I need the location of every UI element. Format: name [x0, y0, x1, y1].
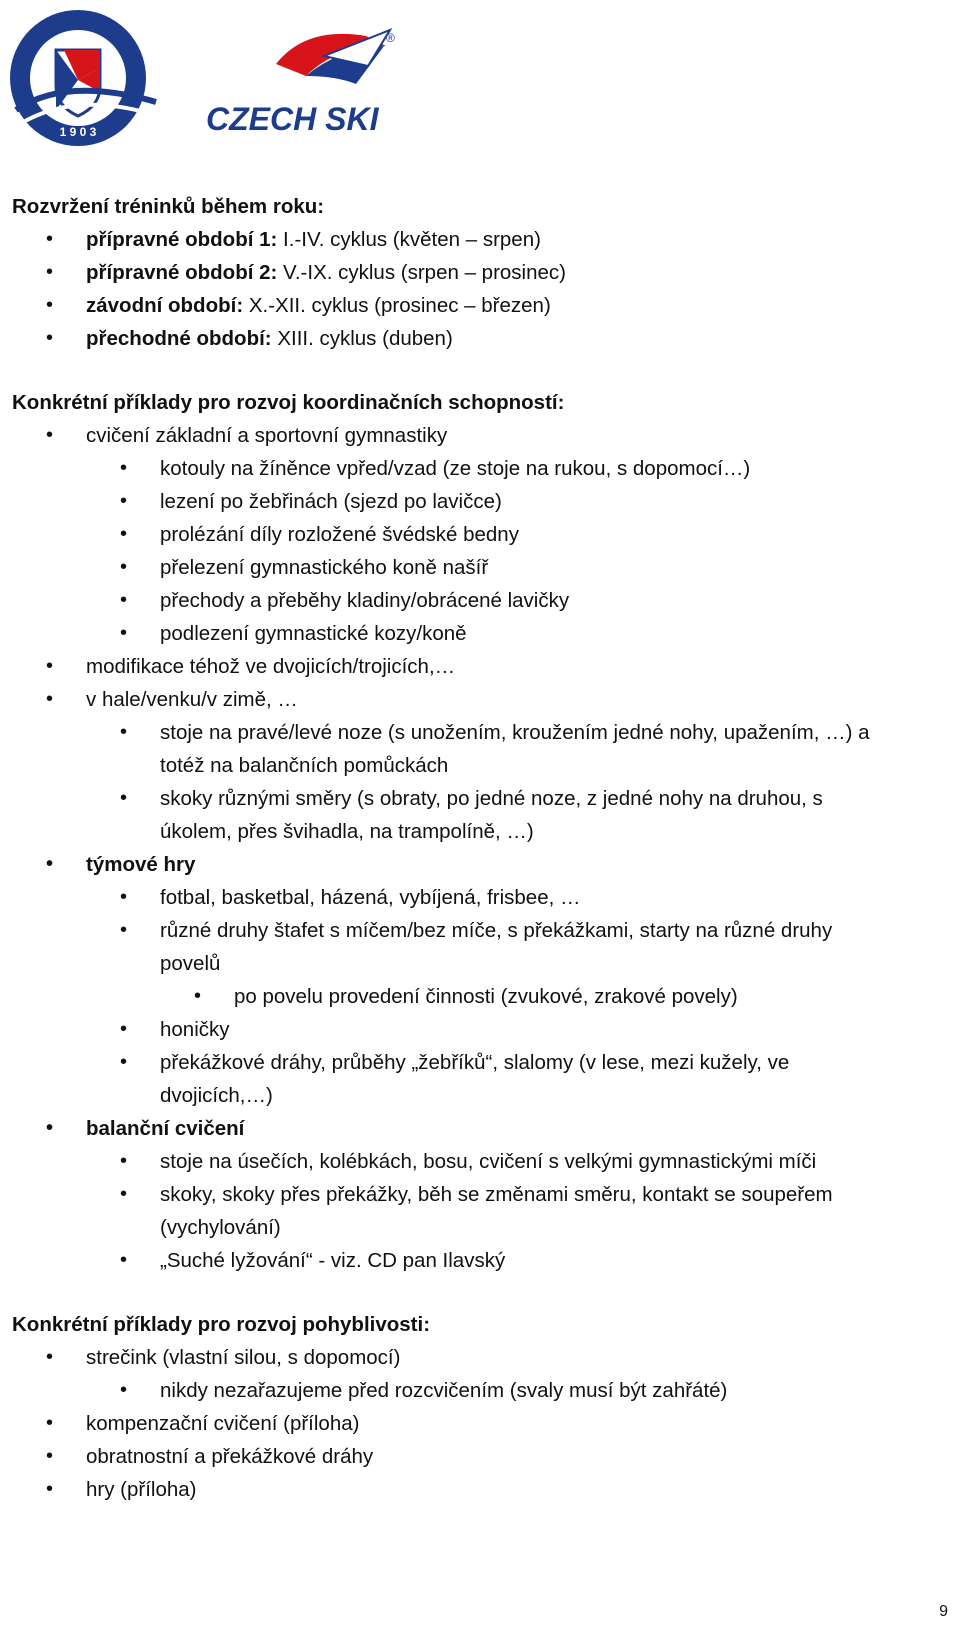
list-item: • přechodné období: XIII. cyklus (duben): [12, 322, 952, 355]
list-item: • nikdy nezařazujeme před rozcvičením (svaly musí být zahřáté): [12, 1374, 952, 1407]
coordination-list: [12, 419, 952, 1277]
training-periods-list: [12, 223, 952, 355]
page-number: 9: [939, 1603, 948, 1620]
list-item: • různé druhy štafet s míčem/bez míče, s překážkami, starty na různé druhy povelů: [12, 914, 952, 980]
list-item: • strečink (vlastní silou, s dopomocí): [12, 1341, 952, 1374]
list-item: • kompenzační cvičení (příloha): [12, 1407, 952, 1440]
list-item-modification: • modifikace téhož ve dvojicích/trojicích,…: [12, 650, 952, 683]
list-item: • prolézání díly rozložené švédské bedny: [12, 518, 952, 551]
list-item: • přechody a přeběhy kladiny/obrácené lavičky: [12, 584, 952, 617]
svg-text:®: ®: [386, 31, 395, 45]
list-item: • přípravné období 1: I.-IV. cyklus (květen – srpen): [12, 223, 952, 256]
list-item: • honičky: [12, 1013, 952, 1046]
list-item: • obratnostní a překážkové dráhy: [12, 1440, 952, 1473]
list-item-gymnastics: • cvičení základní a sportovní gymnastiky: [12, 419, 952, 452]
list-item: • po povelu provedení činnosti (zvukové, zrakové povely): [12, 980, 952, 1013]
svg-text:1 9 0 3: 1 9 0 3: [59, 125, 97, 139]
list-item: • „Suché lyžování“ - viz. CD pan Ilavský: [12, 1244, 952, 1277]
heading-coordination: Konkrétní příklady pro rozvoj koordinačních schopností:: [12, 391, 565, 414]
svg-text:CZECH SKI: CZECH SKI: [206, 101, 379, 137]
list-item-balance: • balanční cvičení: [12, 1112, 952, 1145]
heading-flexibility: Konkrétní příklady pro rozvoj pohyblivosti:: [12, 1313, 431, 1336]
czech-ski-logo: [206, 30, 395, 137]
list-item: • stoje na pravé/levé noze (s unožením, kroužením jedné nohy, upažením, …) a totéž na balančních pomůckách: [12, 716, 952, 782]
list-item: • fotbal, basketbal, házená, vybíjená, frisbee, …: [12, 881, 952, 914]
list-item: • podlezení gymnastické kozy/koně: [12, 617, 952, 650]
list-item: • skoky různými směry (s obraty, po jedné noze, z jedné nohy na druhou, s úkolem, přes švihadla, na trampolíně, …): [12, 782, 952, 848]
document-body: [12, 190, 952, 1506]
list-item: • skoky, skoky přes překážky, běh se změnami směru, kontakt se soupeřem (vychylování): [12, 1178, 952, 1244]
list-item: • přelezení gymnastického koně našíř: [12, 551, 952, 584]
list-item-outdoor: • v hale/venku/v zimě, …: [12, 683, 952, 716]
list-item: • kotouly na žíněnce vpřed/vzad (ze stoje na rukou, s dopomocí…): [12, 452, 952, 485]
list-item: • stoje na úsečích, kolébkách, bosu, cvičení s velkými gymnastickými míči: [12, 1145, 952, 1178]
list-item: • hry (příloha): [12, 1473, 952, 1506]
logo-area: [6, 6, 426, 156]
heading-training-schedule: Rozvržení tréninků během roku:: [12, 195, 325, 218]
list-item: • přípravné období 2: V.-IX. cyklus (srpen – prosinec): [12, 256, 952, 289]
flexibility-list: [12, 1341, 952, 1506]
list-item: • závodní období: X.-XII. cyklus (prosinec – březen): [12, 289, 952, 322]
list-item: • překážkové dráhy, průběhy „žebříků“, slalomy (v lese, mezi kužely, ve dvojicích,…): [12, 1046, 952, 1112]
list-item: • lezení po žebřinách (sjezd po lavičce): [12, 485, 952, 518]
list-item-team-games: • týmové hry: [12, 848, 952, 881]
federation-logo: [6, 6, 426, 156]
